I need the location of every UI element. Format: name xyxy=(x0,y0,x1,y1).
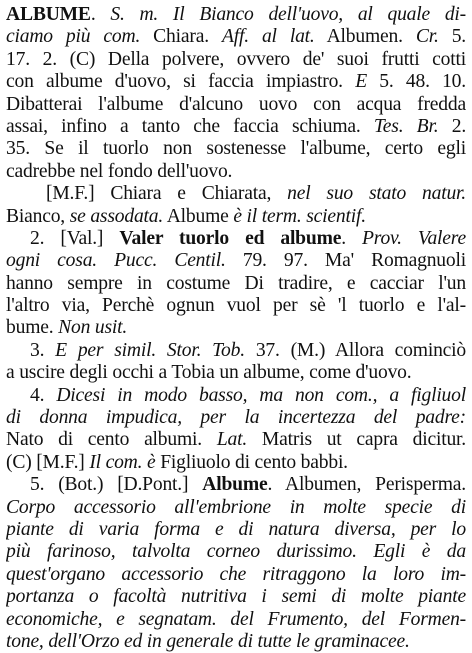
italic-text: è il term. scientif. xyxy=(233,205,366,227)
text-run: hanno sempre in costume Di tradire, e cacciar l'un xyxy=(6,272,466,294)
text-run: Nato di cento albumi. xyxy=(6,429,217,451)
text-run: 5. xyxy=(438,26,466,48)
text-line xyxy=(6,452,466,474)
italic-text: Cr. xyxy=(415,26,439,48)
text-run: Bianco, xyxy=(6,205,70,227)
text-line xyxy=(6,317,466,339)
text-run: l'altro via, Perchè ognun vuol per sè 'l tuorlo e l'al- xyxy=(6,295,466,317)
text-line xyxy=(6,273,466,295)
bold-term: Albume xyxy=(202,474,268,496)
text-run: a uscire degli occhi a Tobia un albume, come d'uovo. xyxy=(6,362,412,384)
text-line xyxy=(6,340,466,362)
text-run: 4. xyxy=(30,384,57,406)
text-line xyxy=(6,519,466,541)
italic-text: Lat. xyxy=(216,429,248,451)
text-line xyxy=(6,564,466,586)
text-run: (C) [M.F.] xyxy=(6,451,90,473)
text-line xyxy=(6,586,466,608)
text-line xyxy=(6,71,466,93)
text-run: Chiara. xyxy=(140,26,222,48)
text-line xyxy=(6,609,466,631)
italic-text: Tes. Br. xyxy=(373,115,439,137)
text-line xyxy=(6,541,466,563)
text-run: . Albumen, Perisperma. xyxy=(267,474,466,496)
italic-text: portanza o facoltà nutritiva i semi di molte piante xyxy=(6,586,466,608)
text-run: 2. xyxy=(438,115,466,137)
text-line xyxy=(6,26,466,48)
text-run: Figliuolo di cento babbi. xyxy=(155,451,348,473)
text-run: 2. [Val.] xyxy=(30,227,120,249)
italic-text: tone, dell'Orzo ed in generale di tutte le graminacee. xyxy=(6,630,410,652)
text-run: 5. (Bot.) [D.Pont.] xyxy=(30,474,203,496)
text-run: 3. xyxy=(30,339,56,361)
italic-text: S. m. Il Bianco dell'uovo, al quale di- xyxy=(110,4,466,25)
italic-text: Aff. al lat. xyxy=(221,26,315,48)
text-run: Matris ut capra dicitur. xyxy=(247,429,466,451)
text-run: con albume d'uovo, si faccia impiastro. xyxy=(6,71,356,93)
text-run: Albume xyxy=(163,205,234,227)
text-line xyxy=(6,94,466,116)
text-line xyxy=(6,429,466,451)
text-run: bume. xyxy=(6,317,59,339)
italic-text: Il com. è xyxy=(89,451,156,473)
text-line xyxy=(6,206,466,228)
text-line xyxy=(6,116,466,138)
text-run: cadrebbe nel fondo dell'uovo. xyxy=(6,160,233,182)
text-run: 5. 48. 10. xyxy=(366,71,466,93)
text-run: 17. 2. (C) Della polvere, ovvero de' suoi frutti cotti xyxy=(6,48,466,70)
bold-term: Valer tuorlo ed albume xyxy=(119,227,342,249)
text-line xyxy=(6,631,466,653)
text-line xyxy=(6,161,466,183)
text-line xyxy=(6,385,466,407)
text-line xyxy=(6,497,466,519)
text-line xyxy=(6,138,466,160)
italic-text: Prov. Valere xyxy=(361,227,466,249)
italic-text: ciamo più com. xyxy=(6,26,141,48)
text-run: . xyxy=(90,4,111,25)
italic-text: ogni cosa. Pucc. Centil. xyxy=(6,250,226,272)
text-line xyxy=(6,228,466,250)
text-line xyxy=(6,407,466,429)
text-line xyxy=(6,250,466,272)
entry-text xyxy=(6,4,466,653)
italic-text: economiche, e segnatam. del Frumento, del Formen- xyxy=(6,608,466,630)
italic-text: se assodata. xyxy=(69,205,164,227)
text-line xyxy=(6,49,466,71)
italic-text: Corpo accessorio all'embrione in molte specie di xyxy=(6,496,466,518)
italic-text: quest'organo accessorio che ritraggono la loro im- xyxy=(6,563,466,585)
text-run: 37. (M.) Allora cominciò xyxy=(244,339,466,361)
italic-text: Non usit. xyxy=(58,317,128,339)
italic-text: Dicesi in modo basso, ma non com., a figliuol xyxy=(56,384,466,406)
text-run: assai, infino a tanto che faccia schiuma. xyxy=(6,115,374,137)
text-run: 79. 97. Ma' Romagnuoli xyxy=(225,250,466,272)
text-run: . xyxy=(341,227,362,249)
italic-text: di donna impudica, per la incertezza del padre: xyxy=(6,407,466,429)
italic-text: nel suo stato natur. xyxy=(287,183,466,205)
bold-term: ALBUME xyxy=(6,4,91,25)
text-run: Albumen. xyxy=(314,26,416,48)
text-line xyxy=(6,474,466,496)
text-line xyxy=(6,295,466,317)
italic-text: piante di varia forma e di natura diversa, per lo xyxy=(6,518,466,540)
italic-text: E per simil. Stor. Tob. xyxy=(55,339,245,361)
italic-text: E xyxy=(355,71,367,93)
text-run: [M.F.] Chiara e Chiarata, xyxy=(46,183,288,205)
italic-text: più farinoso, talvolta corneo durissimo. Egli è da xyxy=(6,541,466,563)
text-run: Dibatterai l'albume d'alcuno uovo con acqua fredda xyxy=(6,93,466,115)
text-run: 35. Se il tuorlo non sostenesse l'albume, certo egli xyxy=(6,138,466,160)
text-line xyxy=(6,362,466,384)
text-line xyxy=(6,4,466,26)
text-line xyxy=(6,183,466,205)
